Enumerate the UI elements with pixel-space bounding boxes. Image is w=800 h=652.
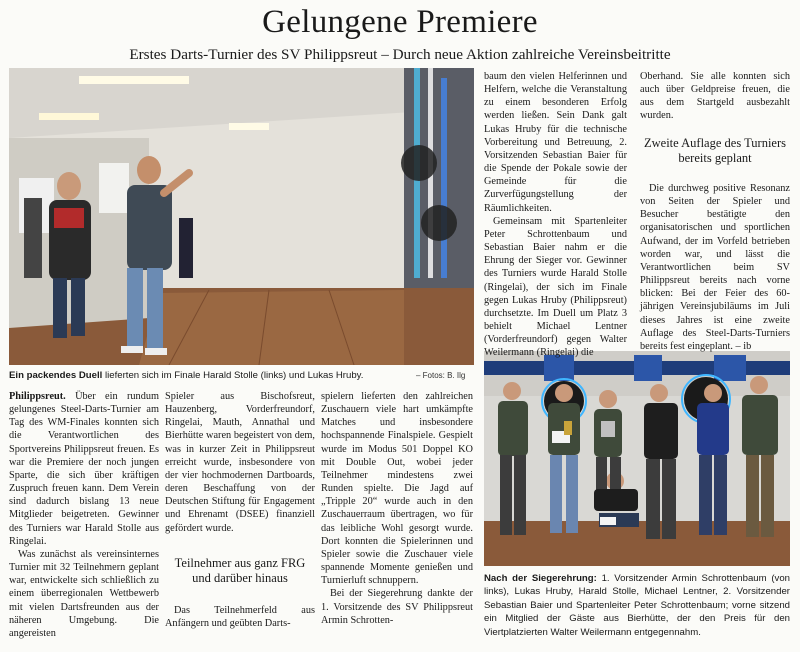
column-b-bottom	[165, 604, 315, 630]
col-c-paragraph-1: spielern lieferten den zahlreichen Zuschauern viele hart umkämpfte Matches und insbesondere hochspannende Finalspiele. Gespielt wurde im Modus 501 Doppel KO mit Double Out, wobei jeder Teilnehmer mindestens zwei Runden spielte. Die Jagd auf „Tripple 20“ wurde auch in den Zuschauerraum übertragen, wo für das leibliche Wohl gesorgt wurde. Dort konnten die Spielerinnen und Spieler sowie die Zuschauer viele spannende Momente genießen und Turnierluft schnuppern.	[321, 391, 473, 587]
column-c	[321, 390, 473, 627]
article-headline: Gelungene Premiere	[262, 4, 538, 40]
column-d	[484, 70, 627, 359]
col-c-paragraph-2: Bei der Siegerehrung dankte der 1. Vorsitzende des SV Philippsreut Armin Schrotten-	[321, 588, 473, 626]
photo2-caption-bold: Nach der Siegerehrung:	[484, 573, 597, 584]
photo-darts-duel	[9, 68, 474, 365]
article-subheadline: Erstes Darts-Turnier des SV Philippsreut – Durch neue Aktion zahlreiche Vereinsbeitritte	[129, 46, 671, 63]
col-b-paragraph-1: Spieler aus Bischofsreut, Hauzenberg, Vorderfreundorf, Ringelai, Mauth, Annathal und Bierhütte waren begeistert von dem, was in kurzer Zeit in Philippsreut erreicht wurde, insbesondere von der vier hochmodernen Dartboards, deren Beschaffung von der Deutschen Stiftung für Engagement und Ehrenamt (DSEE) finanziell gefördert wurde.	[165, 391, 315, 534]
photo2-caption	[484, 572, 790, 639]
col-d-paragraph-2: Gemeinsam mit Spartenleiter Peter Schrottenbaum und Sebastian Baier nahm er die Ehrung der Sieger vor. Gewinner des Turniers wurde Harald Stolle (Ringelai), der sich im Finale gegen Lukas Hruby (Philippsreut) durchsetzte. Im Duell um Platz 3 behielt Michael Lentner (Vorderfreundorf) gegen Walter Weilermann (Ringelai) die	[484, 215, 627, 359]
column-b	[165, 390, 315, 535]
photo1-caption-bold: Ein packendes Duell	[9, 370, 103, 381]
col-a-paragraph-1	[9, 390, 159, 548]
column-a	[9, 390, 159, 640]
column-e-bottom	[640, 182, 790, 353]
col-d-paragraph-1: baum den vielen Helferinnen und Helfern, welche die Veranstaltung zu einem besonderen Erfolg werden ließen. Sein Dank galt Lukas Hruby für die technische Vorbereitung und Betreuung, 2. Vorsitzenden Sebastian Baier für die Spende der Pokale sowie der Gemeinde für die Zurverfügungstellung der Räumlichkeiten.	[484, 71, 627, 214]
col-b-subheading: Teilnehmer aus ganz FRG und darüber hinaus	[174, 556, 306, 585]
col-e-paragraph-2: Die durchweg positive Resonanz von Seiten der Spieler und Besucher bestätigte den organisatorischen und sportlichen Aufwand, der im Vorfeld betrieben worden war, und lässt die Verantwortlichen beim SV Philippsreut bereits nach vorne blicken: Bei der Feier des 60-jährigen Vereinsjubiläums im Juli dieses Jahres ist eine zweite Auflage des Steel-Darts-Turniers bereits fest eingeplant. – ib	[640, 183, 790, 352]
photo1-caption-text: lieferten sich im Finale Harald Stolle (links) und Lukas Hruby.	[102, 370, 364, 381]
col-a-p1-text: Über ein rundum gelungenes Steel-Darts-Turnier am Tag des WM-Finales konnten sich die Verantwortlichen des Sportvereins Philippsreut freuen. Es war die Premiere der noch jungen Sparte, die sich über kräftigen Zuspruch freuen kann. Dem Verein sind dadurch bislang 13 neue Mitglieder beigetreten. Gewinner des Turniers war Harald Stolle aus Ringelai.	[9, 391, 159, 547]
col-e-paragraph-1: Oberhand. Sie alle konnten sich auch über Geldpreise freuen, die aus dem Startgeld ausbezahlt wurden.	[640, 71, 790, 122]
photo-credit: – Fotos: B. Ilg	[416, 371, 466, 380]
col-b-paragraph-2: Das Teilnehmerfeld aus Anfängern und geübten Darts-	[165, 605, 315, 630]
col-a-paragraph-2: Was zunächst als vereinsinternes Turnier mit 32 Teilnehmern geplant war, entwickelte sich schließlich zu einem überregionalen Wettbewerb mit vielen Dartsfreunden aus der näheren Umgebung. Die angereisten	[9, 548, 159, 639]
column-e	[640, 70, 790, 123]
photo-award-ceremony	[484, 351, 790, 566]
photo2-caption-text: 1. Vorsitzender Armin Schrottenbaum (von links), Lukas Hruby, Harald Stolle, Michael Lentner, 2. Vorsitzender Sebastian Baier und Spartenleiter Peter Schrottenbaum; vorne sitzend ein Mitglied der Gäste aus Bierhütte, der den Preis für den Viertplatzierten Walter Weilermann entgegennahm.	[484, 573, 790, 638]
col-e-subheading: Zweite Auflage des Turniers bereits geplant	[644, 136, 786, 165]
dateline: Philippsreut.	[9, 391, 66, 402]
photo1-caption	[9, 369, 364, 382]
